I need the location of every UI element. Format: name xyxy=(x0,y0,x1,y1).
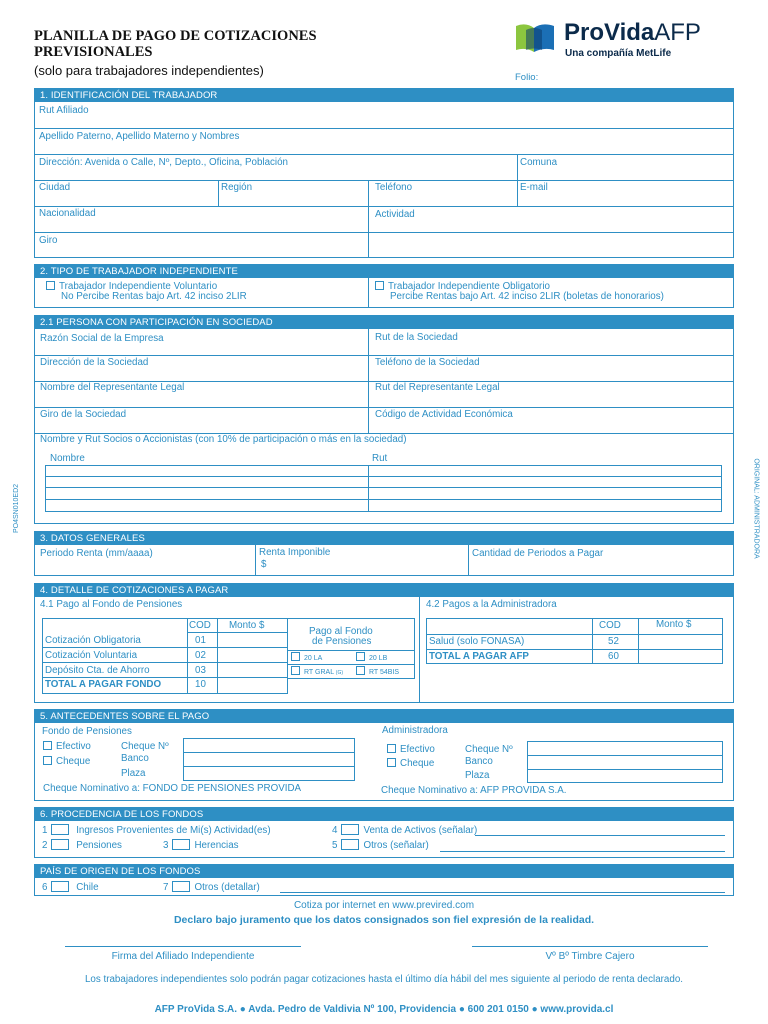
renta-imponible-label: Renta Imponible xyxy=(259,547,331,558)
fondo-efectivo-checkbox[interactable] xyxy=(43,741,52,750)
origen-7-checkbox[interactable] xyxy=(172,881,190,892)
admin-cheque-checkbox[interactable] xyxy=(387,758,396,767)
procedencia-2-num: 2 xyxy=(42,840,48,851)
pago-fondo-options xyxy=(288,618,415,679)
razon-social-label: Razón Social de la Empresa xyxy=(40,333,164,344)
fondo-plaza-label: Plaza xyxy=(121,768,146,779)
giro-sociedad-label: Giro de la Sociedad xyxy=(40,409,127,420)
otros-line[interactable] xyxy=(440,851,725,852)
admin-cheque-n-label: Cheque Nº xyxy=(465,744,513,755)
procedencia-3-checkbox[interactable] xyxy=(172,839,190,850)
origen-7[interactable] xyxy=(163,881,260,894)
fondo-cod-2: 02 xyxy=(195,650,206,661)
fondo-cheque-checkbox[interactable] xyxy=(43,756,52,765)
admin-nominativo: Cheque Nominativo a: AFP PROVIDA S.A. xyxy=(381,785,567,796)
fondo-banco-label: Banco xyxy=(121,753,149,764)
procedencia-5-checkbox[interactable] xyxy=(341,839,359,850)
direccion-sociedad-label: Dirección de la Sociedad xyxy=(40,357,149,368)
section-6-header: 6. PROCEDENCIA DE LOS FONDOS xyxy=(35,808,733,821)
fondo-efectivo[interactable] xyxy=(43,741,91,753)
section-5-header: 5. ANTECEDENTES SOBRE EL PAGO xyxy=(35,710,733,723)
venta-activos-line[interactable] xyxy=(475,835,725,836)
region-label: Región xyxy=(221,182,253,193)
opt-rt54[interactable] xyxy=(356,666,399,679)
procedencia-4-num: 4 xyxy=(332,825,338,836)
procedencia-2-label: Pensiones xyxy=(76,840,122,851)
admin-monto-header: Monto $ xyxy=(656,619,692,630)
ciudad-label: Ciudad xyxy=(39,182,71,193)
socios-col-nombre: Nombre xyxy=(50,453,85,464)
section-7-header: PAÍS DE ORIGEN DE LOS FONDOS xyxy=(35,865,733,878)
folio-label: Folio: xyxy=(515,72,539,83)
section-detalle-cotizaciones xyxy=(34,583,734,703)
fondo-cod-header: COD xyxy=(189,620,211,631)
section-datos-generales xyxy=(34,531,734,576)
fondo-pensiones-label: Fondo de Pensiones xyxy=(42,726,132,737)
internet-note: Cotiza por internet en www.previred.com xyxy=(293,900,475,911)
contacto: AFP ProVida S.A. ● Avda. Pedro de Valdivia Nº 100, Providencia ● 600 201 0150 ● www.provida.cl xyxy=(154,1004,614,1015)
opt-20lb[interactable] xyxy=(356,652,387,665)
provida-logo-icon xyxy=(514,20,556,54)
admin-cod-1: 52 xyxy=(608,636,619,647)
admin-cheque-fields[interactable] xyxy=(527,741,723,783)
fondo-cod-3: 03 xyxy=(195,665,206,676)
otros-detallar-line[interactable] xyxy=(280,892,725,893)
section-3-header: 3. DATOS GENERALES xyxy=(35,532,733,545)
section-2-header: 2. TIPO DE TRABAJADOR INDEPENDIENTE xyxy=(35,265,733,278)
periodo-renta-label: Periodo Renta (mm/aaaa) xyxy=(40,548,153,559)
admin-row-total: TOTAL A PAGAR AFP xyxy=(429,651,529,662)
section-antecedentes-pago xyxy=(34,709,734,801)
brand-afp: AFP xyxy=(654,19,701,46)
admin-row-1: Salud (solo FONASA) xyxy=(429,636,525,647)
section-4-header: 4. DETALLE DE COTIZACIONES A PAGAR xyxy=(35,584,733,597)
admin-cheque-label: Cheque xyxy=(400,758,435,769)
section-tipo-trabajador xyxy=(34,264,734,308)
form-title xyxy=(34,28,317,60)
procedencia-5-label: Otros (señalar) xyxy=(363,840,429,851)
admin-cod-header: COD xyxy=(599,620,621,631)
nacionalidad-label: Nacionalidad xyxy=(39,208,96,219)
section-1-header: 1. IDENTIFICACIÓN DEL TRABAJADOR xyxy=(35,89,733,102)
codigo-actividad-label: Código de Actividad Económica xyxy=(375,409,513,420)
section-21-header: 2.1 PERSONA CON PARTICIPACIÓN EN SOCIEDAD xyxy=(35,316,733,329)
admin-cheque[interactable] xyxy=(387,758,434,770)
fondo-row-1: Cotización Obligatoria xyxy=(45,635,141,646)
origen-7-label: Otros (detallar) xyxy=(194,882,260,893)
origen-6-checkbox[interactable] xyxy=(51,881,69,892)
procedencia-3-num: 3 xyxy=(163,840,169,851)
procedencia-5-num: 5 xyxy=(332,840,338,851)
fondo-efectivo-label: Efectivo xyxy=(56,741,91,752)
origen-6-num: 6 xyxy=(42,882,48,893)
pago-fondo-title-1: Pago al Fondo xyxy=(309,626,373,637)
fondo-nominativo: Cheque Nominativo a: FONDO DE PENSIONES PROVIDA xyxy=(43,783,302,794)
opt-20la-label: 20 LA xyxy=(304,655,323,662)
administradora-label: Administradora xyxy=(382,725,448,736)
procedencia-1-label: Ingresos Provenientes de Mi(s) Actividad(es) xyxy=(76,825,271,836)
origen-6-label: Chile xyxy=(76,882,99,893)
firma-line[interactable] xyxy=(65,946,301,947)
fondo-cod-1: 01 xyxy=(195,635,206,646)
opt-rtgral-label: RT GRAL xyxy=(304,669,334,676)
telefono-label: Teléfono xyxy=(375,182,413,193)
declaracion: Declaro bajo juramento que los datos consignados son fiel expresión de la realidad. xyxy=(173,914,595,926)
opcion-voluntario[interactable] xyxy=(46,281,247,302)
admin-efectivo-checkbox[interactable] xyxy=(387,744,396,753)
direccion-label: Dirección: Avenida o Calle, Nº, Depto., Oficina, Población xyxy=(39,157,288,168)
voluntario-line2: No Percibe Rentas bajo Art. 42 inciso 2LIR xyxy=(61,291,247,302)
opt-20lb-label: 20 LB xyxy=(369,655,388,662)
fondo-cheque-n-label: Cheque Nº xyxy=(121,741,169,752)
provida-logo xyxy=(514,18,734,62)
section-procedencia xyxy=(34,807,734,858)
administradora-table xyxy=(426,618,723,664)
fondo-row-total: TOTAL A PAGAR FONDO xyxy=(45,679,162,690)
procedencia-2[interactable] xyxy=(42,839,122,852)
fondo-monto-header: Monto $ xyxy=(229,620,265,631)
fondo-cheque-fields[interactable] xyxy=(183,738,355,781)
admin-efectivo[interactable] xyxy=(387,744,435,756)
fondo-row-3: Depósito Cta. de Ahorro xyxy=(45,665,150,676)
telefono-sociedad-label: Teléfono de la Sociedad xyxy=(375,357,480,368)
procedencia-1-num: 1 xyxy=(42,825,48,836)
fondo-cod-total: 10 xyxy=(195,679,206,690)
rut-afiliado-label: Rut Afiliado xyxy=(39,105,89,116)
fondo-cheque-label: Cheque xyxy=(56,756,91,767)
section-sociedad xyxy=(34,315,734,524)
socios-col-rut: Rut xyxy=(372,453,388,464)
opt-rtgral-checkbox[interactable] xyxy=(291,666,300,675)
admin-efectivo-label: Efectivo xyxy=(400,744,435,755)
origen-7-num: 7 xyxy=(163,882,169,893)
cantidad-periodos-label: Cantidad de Periodos a Pagar xyxy=(472,548,604,559)
rut-sociedad-label: Rut de la Sociedad xyxy=(375,332,458,343)
procedencia-4-checkbox[interactable] xyxy=(341,824,359,835)
section-pais-origen xyxy=(34,864,734,896)
procedencia-3-label: Herencias xyxy=(194,840,239,851)
representante-label: Nombre del Representante Legal xyxy=(40,382,185,393)
comuna-label: Comuna xyxy=(520,157,558,168)
form-title-line1: PLANILLA DE PAGO DE COTIZACIONES xyxy=(34,28,317,44)
brand-tagline: Una compañía MetLife xyxy=(565,48,672,59)
side-code: PO4SN010ED2 xyxy=(13,483,21,534)
fondo-table xyxy=(42,618,288,694)
nota-plazo: Los trabajadores independientes solo podrán pagar cotizaciones hasta el último día hábil del mes siguiente al periodo de renta declarado. xyxy=(84,974,683,985)
opt-rtgral[interactable] xyxy=(291,666,343,679)
rut-representante-label: Rut del Representante Legal xyxy=(375,382,500,393)
actividad-label: Actividad xyxy=(375,209,415,220)
procedencia-1-checkbox[interactable] xyxy=(51,824,69,835)
firma-label: Firma del Afiliado Independiente xyxy=(111,951,255,962)
form-subtitle: (solo para trabajadores independientes) xyxy=(34,63,264,78)
fondo-cheque[interactable] xyxy=(43,756,90,768)
procedencia-4[interactable] xyxy=(332,824,477,837)
admin-cod-total: 60 xyxy=(608,651,619,662)
pago-fondo-label: 4.1 Pago al Fondo de Pensiones xyxy=(40,599,183,610)
opt-20lb-checkbox[interactable] xyxy=(356,652,365,661)
timbre-line[interactable] xyxy=(472,946,708,947)
voluntario-line1: Trabajador Independiente Voluntario xyxy=(59,281,218,292)
side-original: ORIGINAL: ADMINISTRADORA xyxy=(752,458,760,559)
admin-banco-label: Banco xyxy=(465,756,493,767)
section-identificacion xyxy=(34,88,734,258)
opt-rt54-label: RT 54BIS xyxy=(369,669,400,676)
opt-20la-checkbox[interactable] xyxy=(291,652,300,661)
origen-6[interactable] xyxy=(42,881,99,894)
obligatorio-line1: Trabajador Independiente Obligatorio xyxy=(388,281,550,292)
brand-pro: ProVida xyxy=(564,19,655,46)
procedencia-3[interactable] xyxy=(163,839,239,852)
procedencia-5[interactable] xyxy=(332,839,429,852)
opt-20la[interactable] xyxy=(291,652,322,665)
email-label: E-mail xyxy=(520,182,548,193)
obligatorio-checkbox[interactable] xyxy=(375,281,384,290)
procedencia-4-label: Venta de Activos (señalar) xyxy=(363,825,478,836)
giro-label: Giro xyxy=(39,235,58,246)
opt-rt54-checkbox[interactable] xyxy=(356,666,365,675)
procedencia-1[interactable] xyxy=(42,824,271,837)
apellidos-label: Apellido Paterno, Apellido Materno y Nombres xyxy=(39,131,240,142)
form-title-line2: PREVISIONALES xyxy=(34,44,153,60)
socios-table[interactable] xyxy=(45,465,722,512)
admin-plaza-label: Plaza xyxy=(465,770,490,781)
timbre-label: Vº Bº Timbre Cajero xyxy=(545,951,635,962)
voluntario-checkbox[interactable] xyxy=(46,281,55,290)
obligatorio-line2: Percibe Rentas bajo Art. 42 inciso 2LIR (boletas de honorarios) xyxy=(390,291,664,302)
pagos-administradora-label: 4.2 Pagos a la Administradora xyxy=(426,599,557,610)
pago-fondo-title-2: de Pensiones xyxy=(312,636,372,647)
fondo-row-2: Cotización Voluntaria xyxy=(45,650,138,661)
procedencia-2-checkbox[interactable] xyxy=(51,839,69,850)
opt-rtgral-sub: (G) xyxy=(335,670,344,676)
renta-dollar: $ xyxy=(261,559,267,570)
socios-label: Nombre y Rut Socios o Accionistas (con 10% de participación o más en la sociedad) xyxy=(40,434,407,445)
opcion-obligatorio[interactable] xyxy=(375,281,664,302)
